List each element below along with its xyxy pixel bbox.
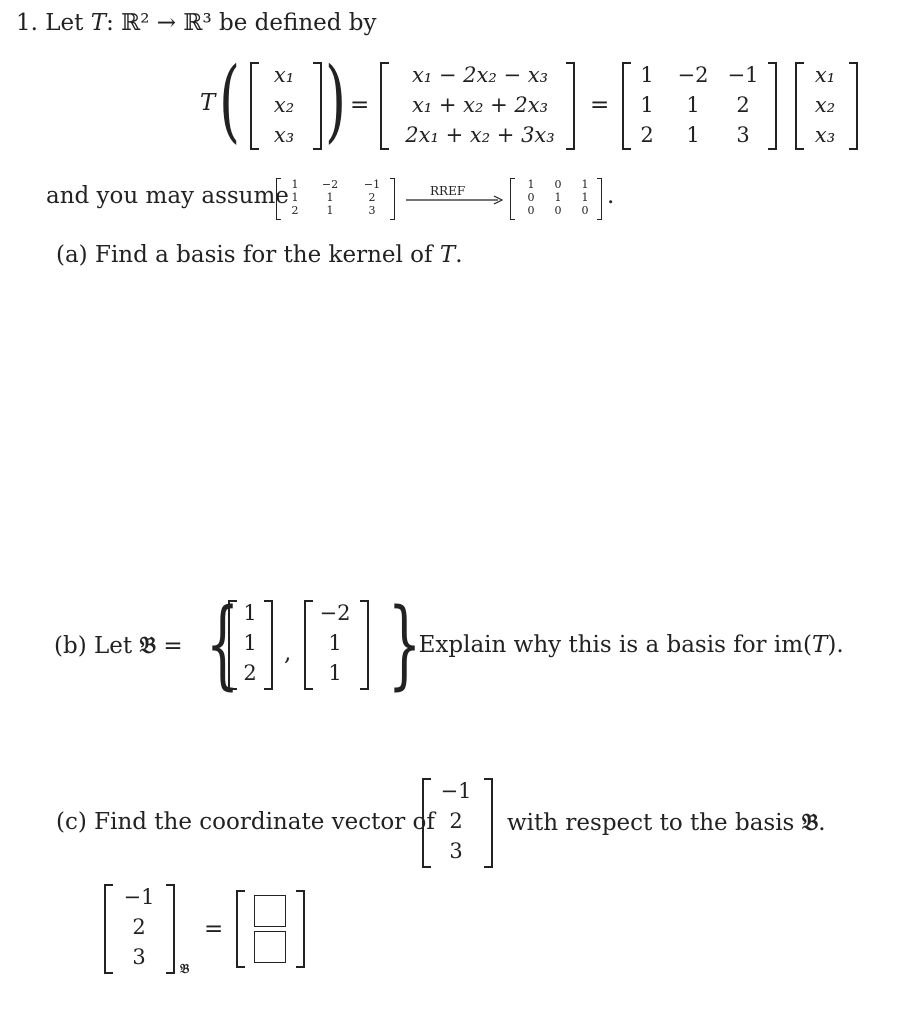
bracket-right xyxy=(849,62,858,150)
matrix-entry: 1 xyxy=(326,191,334,204)
matrix-A xyxy=(628,60,766,150)
matrix-entry: 1 xyxy=(328,661,342,685)
matrix-entry: −2 xyxy=(321,178,339,191)
matrix-entry: −2 xyxy=(319,601,351,625)
problem-number: 1. xyxy=(16,10,38,36)
basis-vector-1 xyxy=(236,598,264,688)
part-b-text: . Explain why this is a basis for im( xyxy=(404,632,812,658)
matrix-entry: 2 xyxy=(368,191,376,204)
basis-symbol: 𝔅 xyxy=(139,632,157,659)
matrix-entry: x₁ − 2x₂ − x₃ xyxy=(411,63,549,87)
bracket-right xyxy=(313,62,322,150)
bracket-left xyxy=(510,178,515,220)
bracket-right xyxy=(296,890,305,968)
problem-intro xyxy=(16,10,377,36)
matrix-entry: 1 xyxy=(243,631,257,655)
right-paren: ) xyxy=(325,48,347,153)
rref-arrow-icon xyxy=(406,191,506,211)
equals-sign: = xyxy=(163,633,183,659)
matrix-entry: 1 xyxy=(554,191,562,204)
matrix-A-small xyxy=(282,178,392,217)
bracket-left xyxy=(276,178,281,220)
left-paren: ( xyxy=(219,48,241,153)
part-b-question xyxy=(404,632,844,658)
answer-subscript: 𝔅 xyxy=(180,962,190,977)
bracket-right xyxy=(484,778,493,868)
period: . xyxy=(818,810,826,836)
matrix-entry: 2 xyxy=(132,915,146,939)
part-a-T: T xyxy=(439,242,456,268)
matrix-entry: −1 xyxy=(727,63,759,87)
matrix-entry: 2 xyxy=(449,809,463,833)
matrix-entry: 1 xyxy=(640,93,654,117)
matrix-entry: 3 xyxy=(368,204,376,217)
equals-sign: = xyxy=(350,92,370,118)
matrix-entry: 0 xyxy=(527,204,535,217)
matrix-entry: 1 xyxy=(686,123,700,147)
matrix-entry: x₁ xyxy=(273,63,295,87)
basis-symbol: 𝔅 xyxy=(801,809,819,836)
left-brace: { xyxy=(205,588,240,700)
matrix-entry: 2 xyxy=(291,204,299,217)
matrix-entry: 1 xyxy=(326,204,334,217)
intro-defined: be defined by xyxy=(219,10,377,36)
part-c-tail xyxy=(507,809,826,836)
bracket-left xyxy=(250,62,259,150)
matrix-entry: −1 xyxy=(363,178,381,191)
matrix-entry: x₂ xyxy=(814,93,836,117)
matrix-entry: 2 xyxy=(736,93,750,117)
matrix-entry: 1 xyxy=(291,191,299,204)
matrix-entry: −1 xyxy=(123,885,155,909)
bracket-left xyxy=(236,890,245,968)
part-b-let: Let xyxy=(93,633,133,659)
expanded-vector xyxy=(388,60,572,150)
right-brace: } xyxy=(387,588,422,700)
part-c-lead xyxy=(56,809,435,835)
matrix-entry: x₁ xyxy=(814,63,836,87)
bracket-right xyxy=(166,884,175,974)
map-T: T xyxy=(90,10,107,36)
bracket-right xyxy=(390,178,395,220)
part-b-T: T xyxy=(812,632,828,658)
matrix-entry: 1 xyxy=(686,93,700,117)
T-label: T xyxy=(200,90,216,116)
answer-box-2[interactable] xyxy=(254,931,286,963)
matrix-entry: 2x₁ + x₂ + 3x₃ xyxy=(405,123,555,147)
part-b-lead xyxy=(54,632,183,659)
matrix-entry: 3 xyxy=(449,839,463,863)
matrix-entry: −1 xyxy=(440,779,472,803)
basis-vector-2 xyxy=(312,598,358,688)
matrix-entry: 0 xyxy=(554,204,562,217)
bracket-right xyxy=(264,600,273,690)
assume-text: and you may assume xyxy=(46,183,289,209)
matrix-entry: 3 xyxy=(736,123,750,147)
matrix-entry: 1 xyxy=(581,191,589,204)
matrix-entry: 2 xyxy=(243,661,257,685)
bracket-right xyxy=(360,600,369,690)
part-a-text: Find a basis for the kernel of xyxy=(94,242,433,268)
matrix-entry: 1 xyxy=(527,178,535,191)
part-a xyxy=(56,242,463,268)
matrix-entry: x₃ xyxy=(814,123,836,147)
matrix-entry: 1 xyxy=(581,178,589,191)
matrix-entry: 0 xyxy=(581,204,589,217)
answer-box-1[interactable] xyxy=(254,895,286,927)
part-b-suffix: ). xyxy=(827,632,844,658)
matrix-entry: 3 xyxy=(132,945,146,969)
map-signature: : ℝ² → ℝ³ xyxy=(106,10,212,36)
part-c-label: (c) xyxy=(56,809,87,835)
equals-sign: = xyxy=(590,92,610,118)
matrix-entry: −2 xyxy=(677,63,709,87)
rref-matrix xyxy=(518,178,598,217)
intro-let: Let xyxy=(45,10,84,36)
matrix-entry: x₁ + x₂ + 2x₃ xyxy=(411,93,549,117)
matrix-entry: 0 xyxy=(554,178,562,191)
input-vector xyxy=(260,60,308,150)
matrix-entry: 1 xyxy=(640,63,654,87)
part-c-suffix: with respect to the basis xyxy=(507,810,795,836)
matrix-entry: 1 xyxy=(243,601,257,625)
part-b-label: (b) xyxy=(54,633,87,659)
period: . xyxy=(607,183,615,209)
answer-vector xyxy=(112,882,166,972)
matrix-entry: 1 xyxy=(328,631,342,655)
comma: , xyxy=(284,640,292,666)
part-a-period: . xyxy=(455,242,463,268)
matrix-entry: x₃ xyxy=(273,123,295,147)
equals-sign: = xyxy=(204,916,224,942)
part-a-label: (a) xyxy=(56,242,88,268)
matrix-entry: 2 xyxy=(640,123,654,147)
target-vector xyxy=(430,776,482,866)
matrix-entry: 0 xyxy=(527,191,535,204)
part-c-text: Find the coordinate vector of xyxy=(94,809,435,835)
matrix-entry: x₂ xyxy=(273,93,295,117)
bracket-right xyxy=(566,62,575,150)
input-vector xyxy=(803,60,847,150)
matrix-entry: 1 xyxy=(291,178,299,191)
rref-label: RREF xyxy=(430,184,466,198)
bracket-right xyxy=(768,62,777,150)
bracket-right xyxy=(597,178,602,220)
